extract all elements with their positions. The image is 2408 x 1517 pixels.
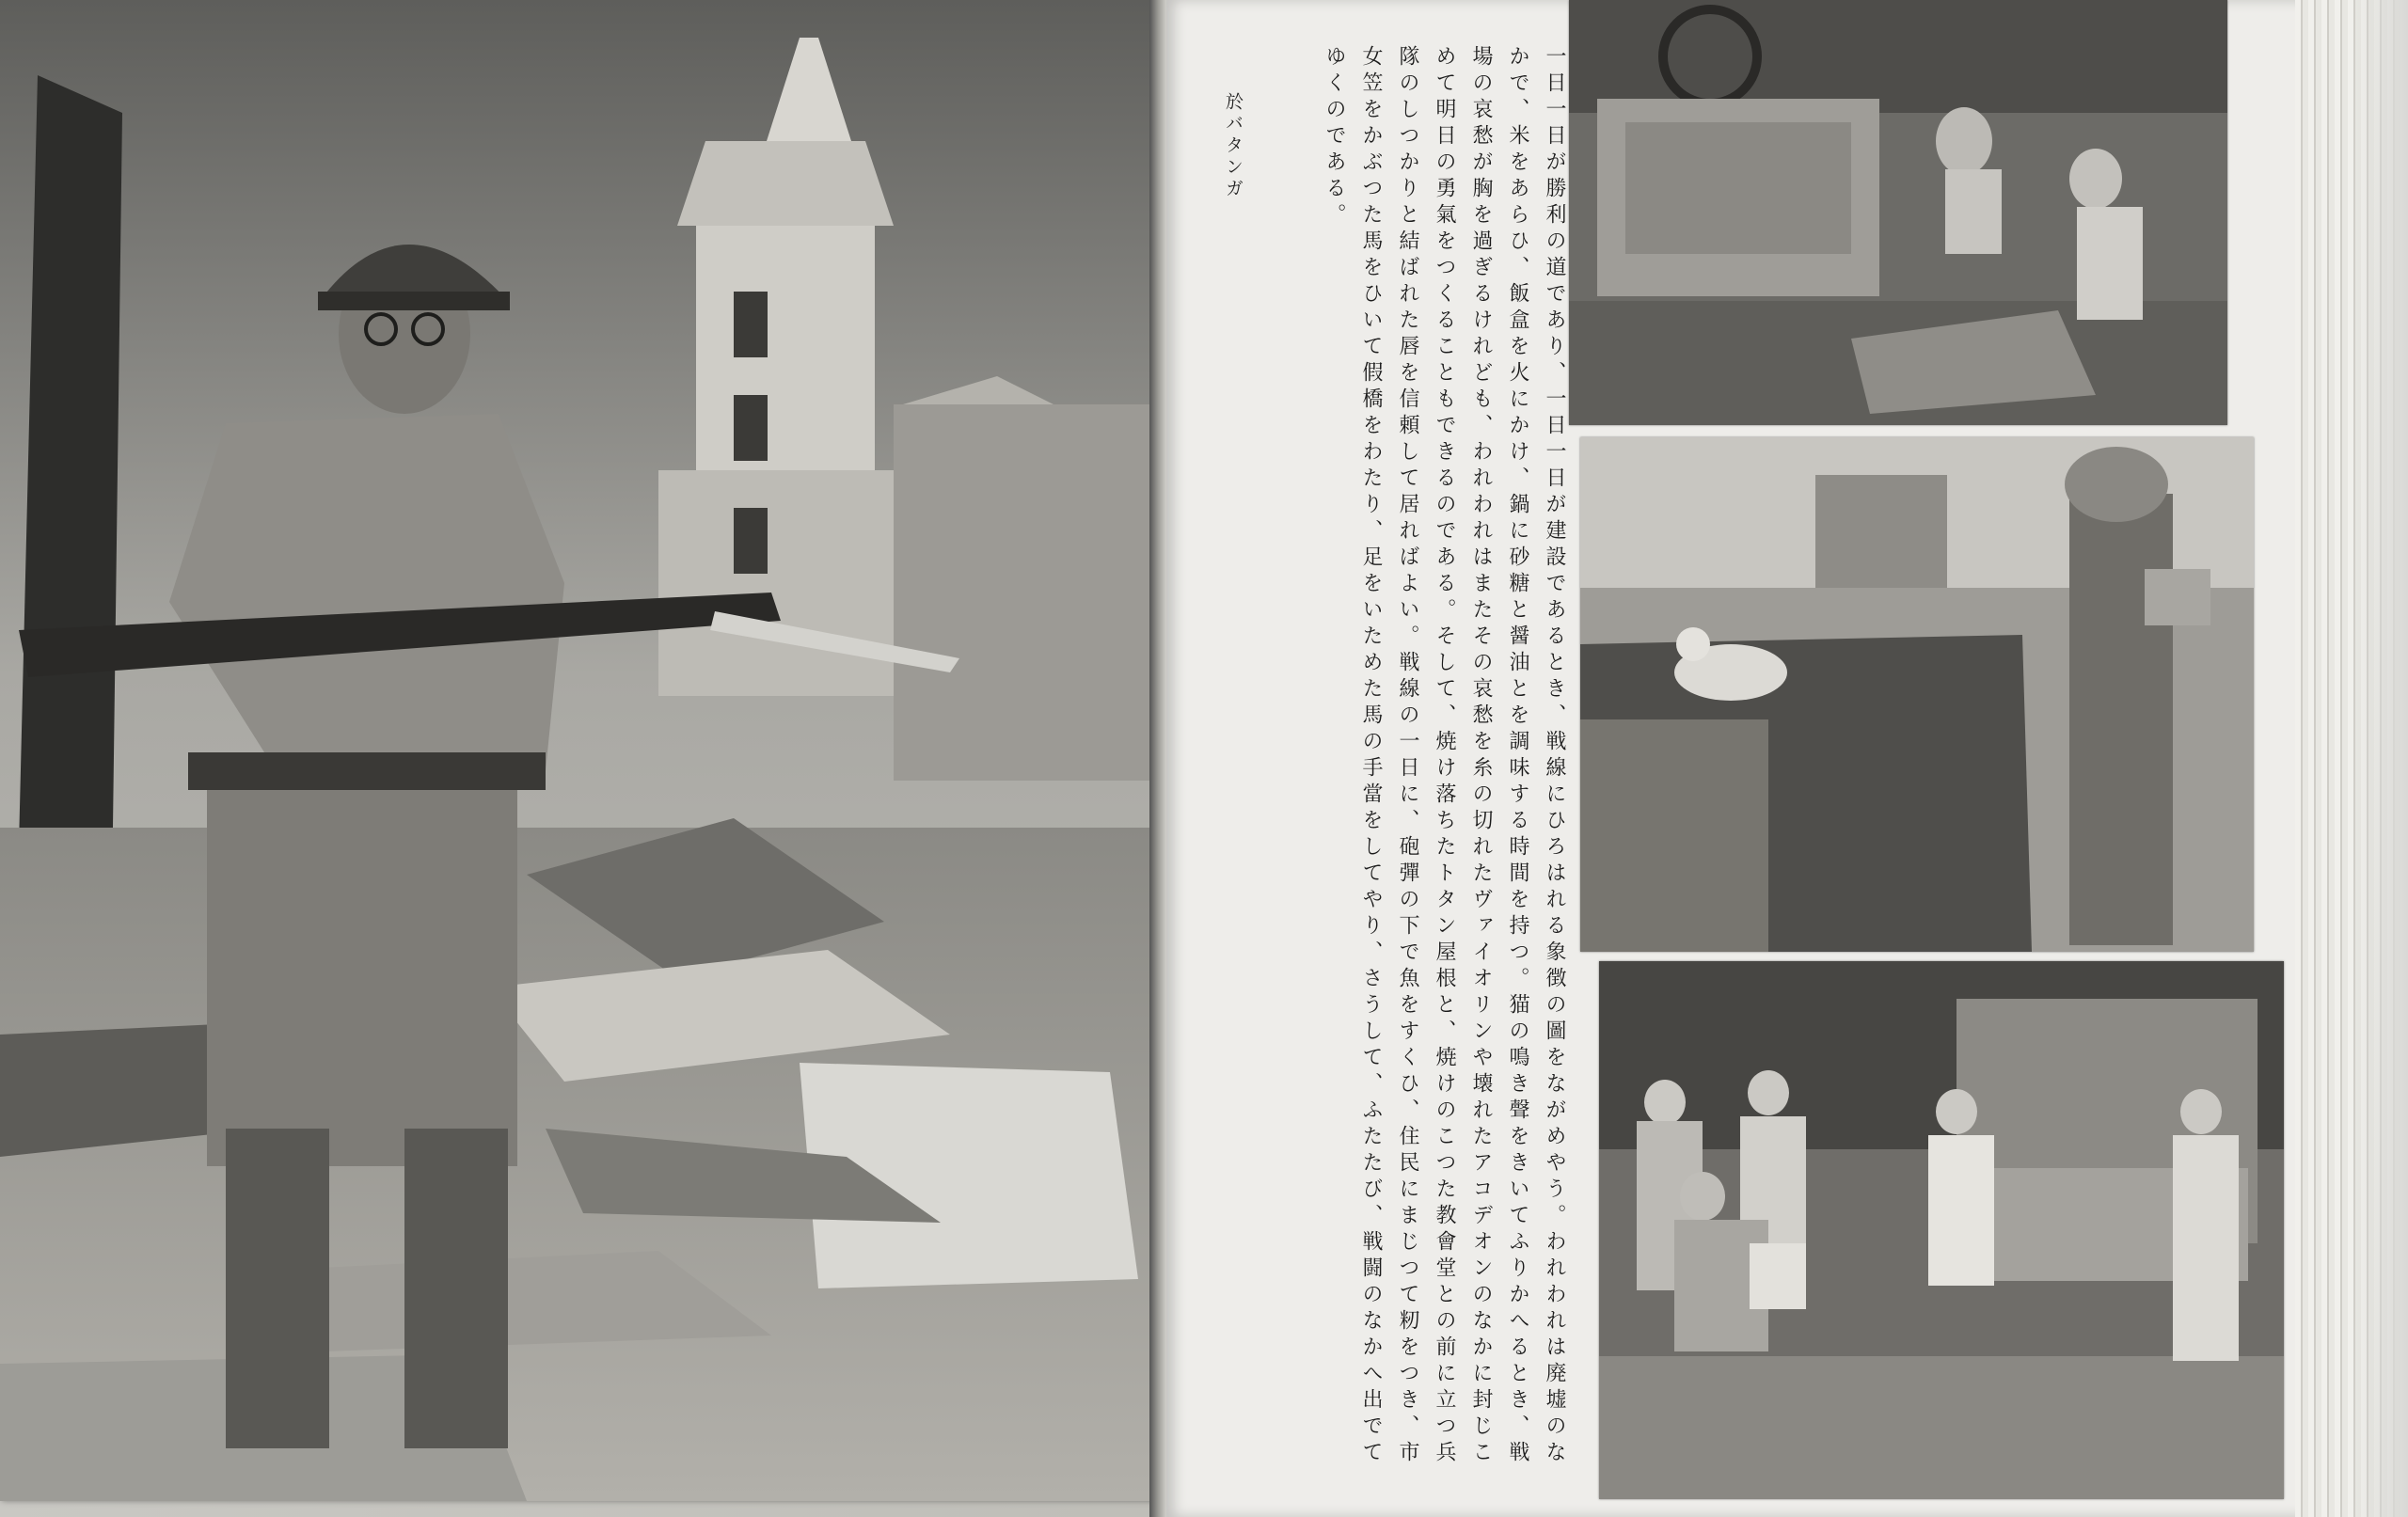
book-gutter <box>1149 0 1168 1517</box>
article-body: 一日一日が勝利の道であり、一日一日が建設であるとき、戦線にひろはれる象徴の圖をながめやう。われわれは廃墟のなかで、米をあらひ、飯盒を火にかけ、鍋に砂糖と醤油とを調味する時間を持つ。猫の鳴き聲をきいてふりかへるとき、戦場の哀愁が胸を過ぎるけれども、われわれはまたその哀愁を糸の切れたヴァイオリンや壊れたアコデオンのなかに封じこめて明日の勇氣をつくることもできるのである。そして、焼け落ちたトタン屋根と、焼けのこつた教會堂との前に立つ兵隊のしつかりと結ばれた唇を信頼して居ればよい。戦線の一日に、砲彈の下で魚をすくひ、住民にまじつて籾をつき、市女笠をかぶつた馬をひいて假橋をわたり、足をいためた馬の手當をしてやり、さうして、ふたたび、戦闘のなかへ出でてゆくのである。 <box>1323 45 1566 1467</box>
photo-cooking-in-ruins <box>1569 0 2227 425</box>
left-page-photo <box>0 0 1159 1501</box>
article-text-column <box>1206 45 1573 1475</box>
page-edge-highlight <box>2352 0 2408 1517</box>
photo-musicians <box>1599 961 2284 1499</box>
photo-credit: 於バタンガ <box>1223 92 1244 200</box>
soldier-photo <box>0 0 1159 1501</box>
photo-soldier-and-cat <box>1580 437 2254 952</box>
